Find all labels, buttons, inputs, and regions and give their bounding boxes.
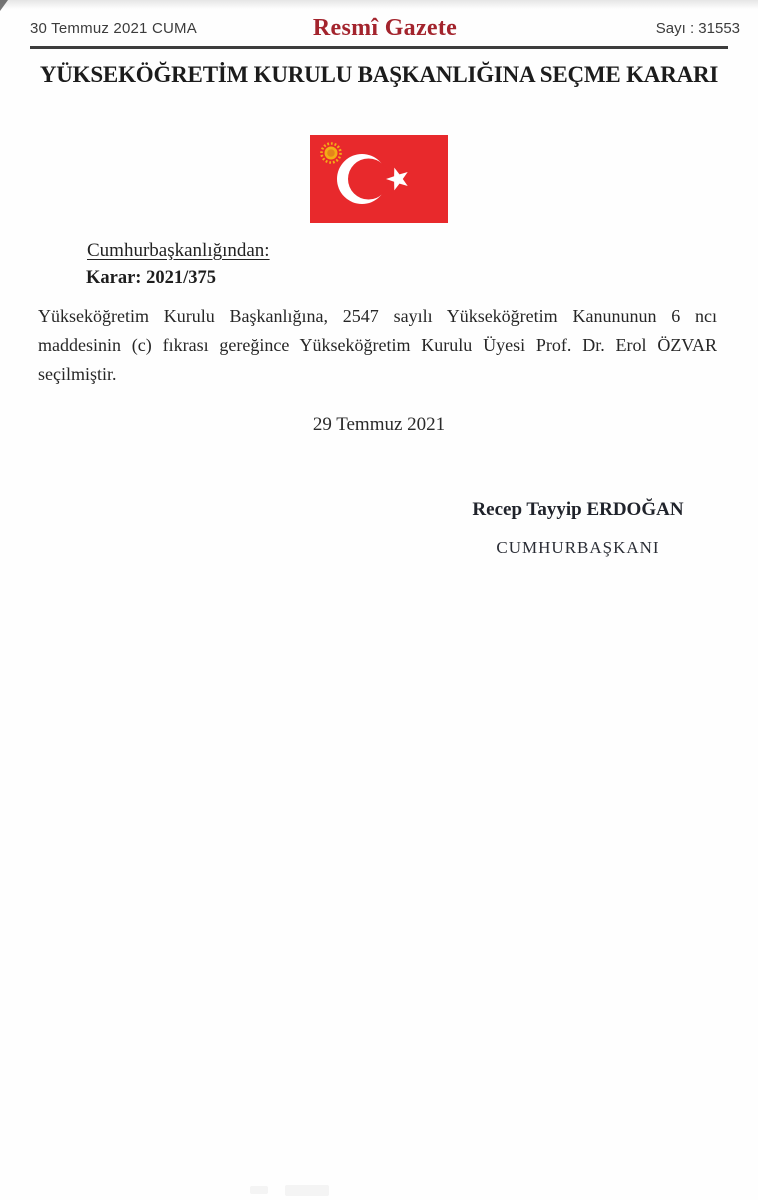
scan-artifact-smudge	[285, 1185, 329, 1196]
scan-artifact-top	[0, 0, 758, 9]
decree-body-text: Yükseköğretim Kurulu Başkanlığına, 2547 sayılı Yükseköğretim Kanununun 6 ncı maddesinin (c) fıkrası gereğince Yükseköğretim Kurulu Üyesi Prof. Dr. Erol ÖZVAR seçilmiştir.	[38, 306, 717, 384]
header-divider	[30, 46, 728, 49]
scan-artifact-smudge	[250, 1186, 268, 1194]
flag-container	[0, 135, 758, 223]
turkish-presidential-flag-icon	[310, 135, 448, 223]
page-title: YÜKSEKÖĞRETİM KURULU BAŞKANLIĞINA SEÇME KARARI	[39, 62, 719, 87]
decree-number: Karar: 2021/375	[86, 268, 216, 288]
masthead-title: Resmî Gazete	[312, 15, 458, 41]
issue-number: Sayı : 31553	[655, 19, 741, 37]
issue-date: 30 Temmuz 2021 CUMA	[30, 19, 197, 37]
signature-block	[472, 498, 684, 559]
signatory-name: Recep Tayyip ERDOĞAN	[472, 499, 684, 520]
decree-date: 29 Temmuz 2021	[312, 414, 446, 435]
signatory-title: CUMHURBAŞKANI	[496, 538, 660, 557]
issuing-authority-label: Cumhurbaşkanlığından:	[87, 240, 270, 261]
